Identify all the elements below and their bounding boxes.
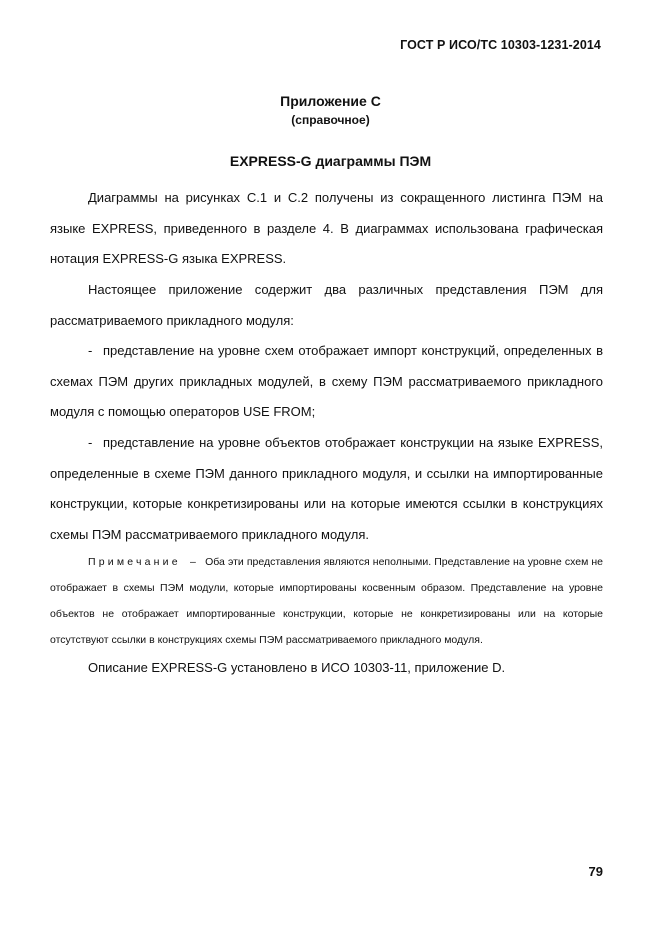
list-item-object-level xyxy=(50,428,603,550)
list-item-schema-level xyxy=(50,336,603,428)
note-text: Оба эти представления являются неполными. Представление на уровне схем не отображает в схемы ПЭМ модули, которые импортированы косвенным образом. Представление на уровне объектов не отображает импортированные конструкции, которые не конкретизированы или на которые отсутствуют ссылки в конструкциях схемы ПЭМ рассматриваемого прикладного модуля. xyxy=(50,556,603,646)
note-block xyxy=(50,549,603,653)
paragraph-express-g-reference xyxy=(50,653,603,684)
paragraph-representations xyxy=(50,275,603,336)
list-item-object-level-text: представление на уровне объектов отображает конструкции на языке EXPRESS, определенные в схеме ПЭМ данного прикладного модуля, и ссылки на импортированные конструкции, которые конкретизированы или на которые имеются ссылки в конструкциях схемы ПЭМ рассматриваемого прикладного модуля. xyxy=(50,435,603,542)
bullet-marker: - xyxy=(88,435,93,450)
paragraph-representations-text: Настоящее приложение содержит два различных представления ПЭМ для рассматриваемого прикладного модуля: xyxy=(50,282,603,328)
list-item-schema-level-text: представление на уровне схем отображает импорт конструкций, определенных в схемах ПЭМ других прикладных модулей, в схему ПЭМ рассматриваемого прикладного модуля с помощью операторов USE FROM; xyxy=(50,343,603,419)
section-title: EXPRESS-G диаграммы ПЭМ xyxy=(229,153,432,169)
page-number: 79 xyxy=(588,864,603,879)
appendix-title: Приложение С xyxy=(280,93,381,109)
paragraph-intro xyxy=(50,183,603,275)
note-dash: – xyxy=(190,556,196,568)
document-header: ГОСТ Р ИСО/ТС 10303-1231-2014 xyxy=(400,38,601,52)
paragraph-intro-text: Диаграммы на рисунках С.1 и С.2 получены из сокращенного листинга ПЭМ на языке EXPRESS, приведенного в разделе 4. В диаграммах использована графическая нотация EXPRESS-G языка EXPRESS. xyxy=(50,190,603,266)
appendix-subtitle: (справочное) xyxy=(291,113,370,127)
bullet-marker: - xyxy=(88,343,93,358)
note-label: Примечание xyxy=(88,556,181,568)
paragraph-express-g-reference-text: Описание EXPRESS-G установлено в ИСО 10303-11, приложение D. xyxy=(88,660,506,675)
